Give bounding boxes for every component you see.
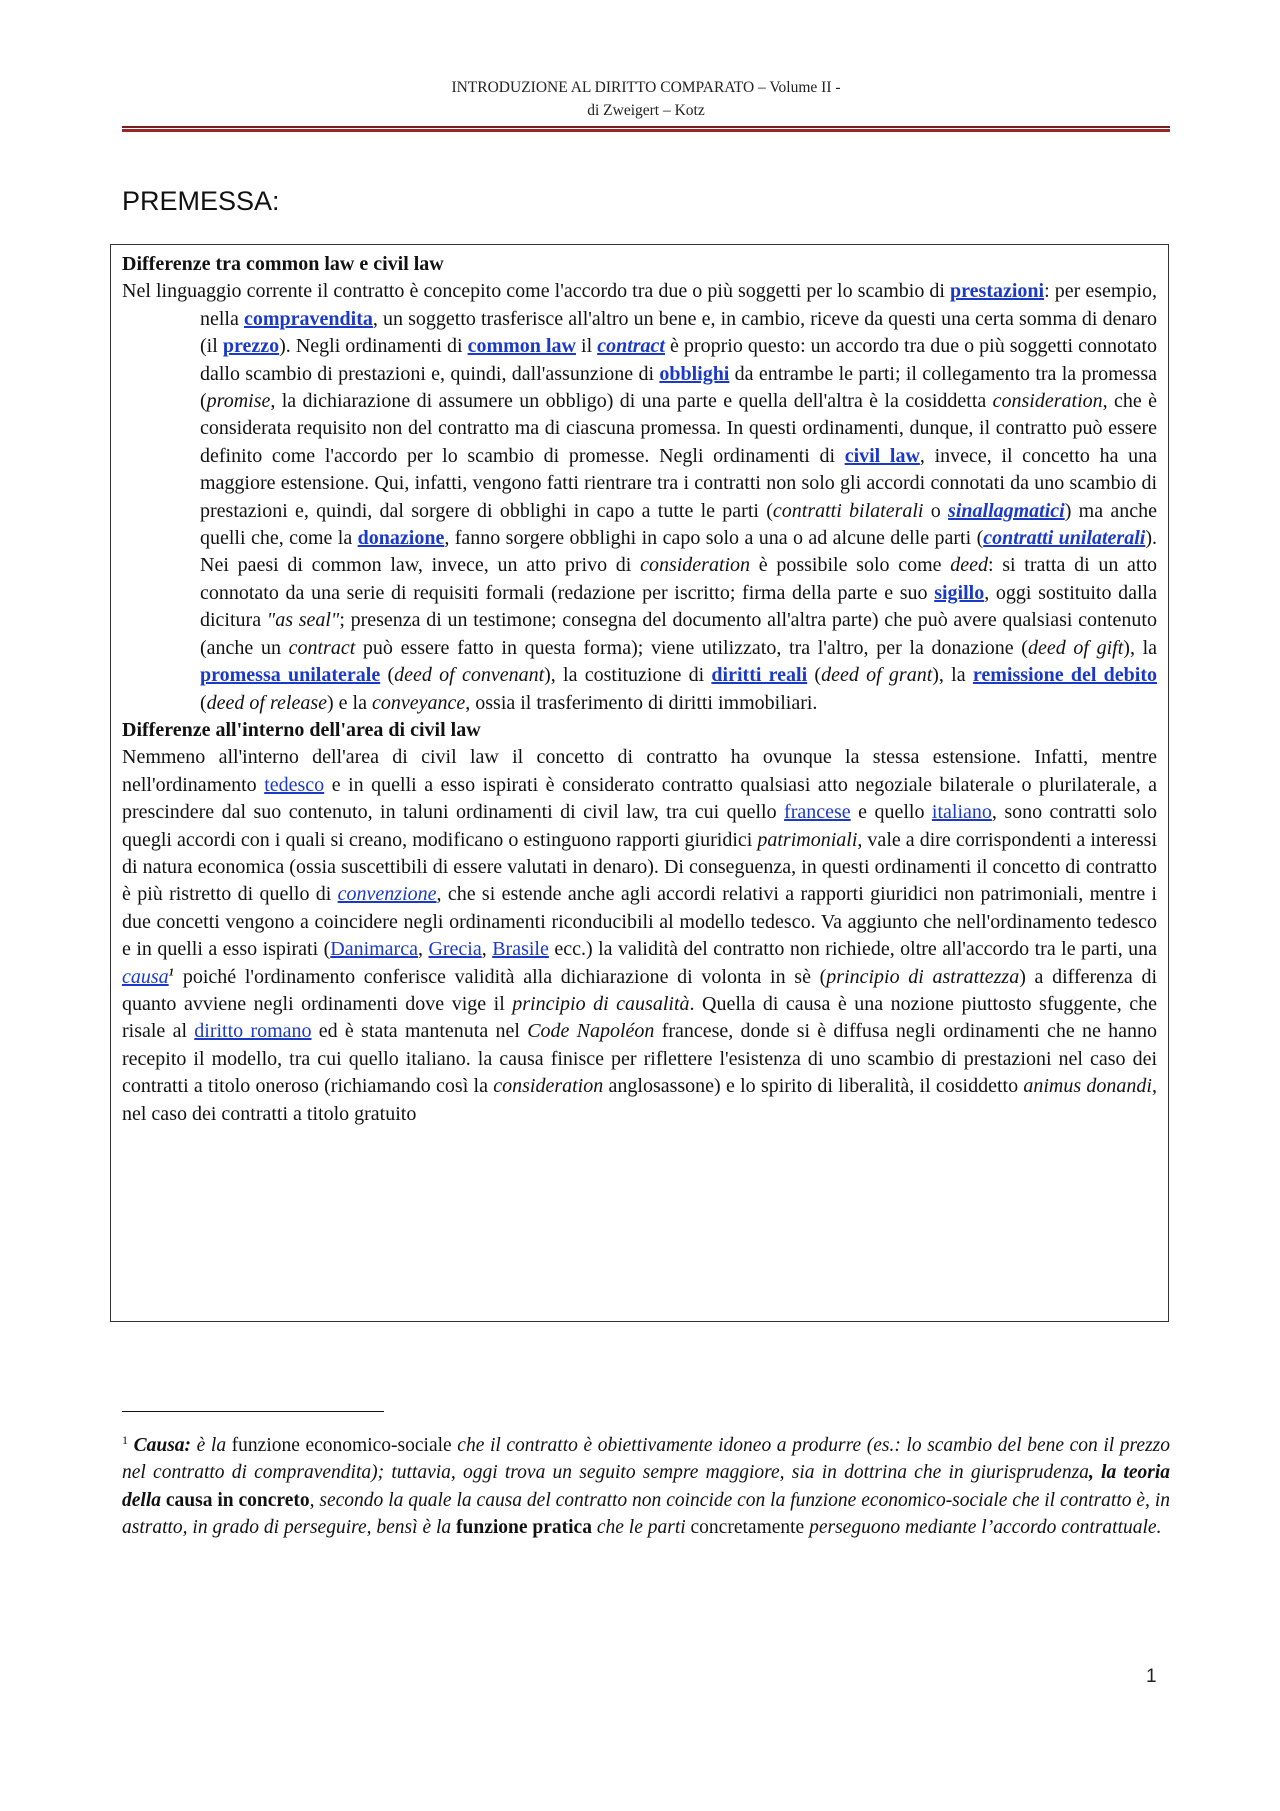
- link-sigillo[interactable]: sigillo: [934, 581, 985, 604]
- link-obblighi[interactable]: obblighi: [659, 362, 730, 385]
- footnote: $^1$ Causa: è la funzione economico-sociale che il contratto è obiettivamente idoneo a produrre (es.: lo scambio del bene con il prezzo nel contratto di compravendita); tuttavia, oggi trova un seguito sempre maggiore, sia in dottrina che in giurisprudenza, la teoria della causa in concreto, secondo la quale la causa del contratto non coincide con la funzione economico-sociale che il contratto è, in astratto, in grado di perseguire, bensì è la funzione pratica che le parti concretamente perseguono mediante l’accordo contrattuale.: [122, 1433, 1171, 1538]
- link-promessa-unilaterale[interactable]: promessa unilaterale: [200, 664, 381, 687]
- header-authors: di Zweigert – Kotz: [587, 102, 705, 119]
- link-francese[interactable]: francese: [784, 801, 851, 824]
- link-causa[interactable]: causa: [122, 965, 169, 988]
- link-contract[interactable]: contract: [597, 335, 665, 358]
- footnote-number: 1: [122, 1433, 128, 1447]
- link-sinallagmatici[interactable]: sinallagmatici: [948, 499, 1065, 522]
- link-compravendita[interactable]: compravendita: [243, 307, 373, 330]
- header-title: INTRODUZIONE AL DIRITTO COMPARATO – Volume II -: [451, 79, 841, 96]
- link-grecia[interactable]: Grecia: [428, 938, 482, 961]
- link-prestazioni[interactable]: prestazioni: [950, 280, 1045, 303]
- footnote-separator: [122, 1411, 384, 1412]
- section-title-common-civil: Differenze tra common law e civil law: [122, 253, 444, 275]
- link-donazione[interactable]: donazione: [357, 527, 445, 550]
- paragraph-common-civil: Nel linguaggio corrente il contratto è concepito come l'accordo tra due o più soggetti per lo scambio di prestazioni: per esempio, nella compravendita, un soggetto trasferisce all'altro un bene e, in cambio, riceve da questi una certa somma di denaro (il prezzo). Negli ordinamenti di common law il contract è proprio questo: un accordo tra due o più soggetti connotato dallo scambio di prestazioni e, quindi, dall'assunzione di obblighi da entrambe le parti; il collegamento tra la promessa (promise, la dichiarazione di assumere un obbligo) di una parte e quella dell'altra è la cosiddetta consideration, che è considerata requisito non del contratto ma di ciascuna promessa. In questi ordinamenti, dunque, il contratto può essere definito come l'accordo per lo scambio di promesse. Negli ordinamenti di civil law, invece, il concetto ha una maggiore estensione. Qui, infatti, vengono fatti rientrare tra i contratti non solo gli accordi connotati da uno scambio di prestazioni e, quindi, dal sorgere di obblighi in capo a tutte le parti (contratti bilaterali o sinallagmatici) ma anche quelli che, come la donazione, fanno sorgere obblighi in capo solo a una o ad alcune delle parti (contratti unilaterali). Nei paesi di common law, invece, un atto privo di consideration è possibile solo come deed: si tratta di un atto connotato da una serie di requisiti formali (redazione per iscritto; firma della parte e suo sigillo, oggi sostituito dalla dicitura "as seal"; presenza di un testimone; consegna del documento all'altra parte) che può avere qualsiasi contenuto (anche un contract può essere fatto in questa forma); viene utilizzato, tra l'altro, per la donazione (deed of gift), la promessa unilaterale (deed of convenant), la costituzione di diritti reali (deed of grant), la remissione del debito (deed of release) e la conveyance, ossia il trasferimento di diritti immobiliari.: [122, 280, 1158, 714]
- page-number: 1: [1146, 1666, 1157, 1687]
- footnote-ref[interactable]: 1: [168, 965, 175, 978]
- link-diritto-romano[interactable]: diritto romano: [194, 1020, 312, 1043]
- section-title-civil-law-area: Differenze all'interno dell'area di civil law: [122, 718, 481, 741]
- link-common-law[interactable]: common law: [467, 335, 576, 358]
- paragraph-civil-law-area: Nemmeno all'interno dell'area di civil law il concetto di contratto ha ovunque la stessa estensione. Infatti, mentre nell'ordinamento tedesco e in quelli a esso ispirati è considerato contratto qualsiasi atto negoziale bilaterale o plurilaterale, a prescindere dal suo contenuto, in taluni ordinamenti di civil law, tra cui quello francese e quello italiano, sono contratti solo quegli accordi con i quali si creano, modificano o estinguono rapporti giuridici patrimoniali, vale a dire corrispondenti a interessi di natura economica (ossia suscettibili di essere valutati in denaro). Di conseguenza, in questi ordinamenti il concetto di contratto è più ristretto di quello di convenzione, che si estende anche agli accordi relativi a rapporti giuridici non patrimoniali, mentre i due concetti vengono a coincidere negli ordinamenti riconducibili al modello tedesco. Va aggiunto che nell'ordinamento tedesco e in quelli a esso ispirati (Danimarca, Grecia, Brasile ecc.) la validità del contratto non richiede, oltre all'accordo tra le parti, una causa$^1$ poiché l'ordinamento conferisce validità alla dichiarazione di volonta in sè (principio di astrattezza) a differenza di quanto avviene negli ordinamenti dove vige il principio di causalità. Quella di causa è una nozione piuttosto sfuggente, che risale al diritto romano ed è stata mantenuta nel Code Napoléon francese, donde si è diffusa negli ordinamenti che ne hanno recepito il modello, tra cui quello italiano. la causa finisce per riflettere l'esistenza di uno scambio di prestazioni nel caso dei contratti a titolo oneroso (richiamando così la consideration anglosassone) e lo spirito di liberalità, il cosiddetto animus donandi, nel caso dei contratti a titolo gratuito: [122, 746, 1158, 1125]
- link-civil-law[interactable]: civil law: [844, 444, 920, 467]
- page-heading: PREMESSA:: [122, 186, 280, 216]
- header-rule: [122, 126, 1170, 132]
- link-remissione-del-debito[interactable]: remissione del debito: [972, 664, 1157, 687]
- link-contratti-unilaterali[interactable]: contratti unilaterali: [983, 527, 1146, 550]
- content-box: [110, 244, 1169, 1322]
- link-tedesco[interactable]: tedesco: [264, 773, 325, 796]
- link-italiano[interactable]: italiano: [931, 801, 992, 824]
- link-danimarca[interactable]: Danimarca: [330, 938, 418, 961]
- running-header: [122, 76, 1170, 122]
- link-prezzo[interactable]: prezzo: [222, 335, 280, 358]
- link-convenzione[interactable]: convenzione: [337, 883, 437, 906]
- link-diritti-reali[interactable]: diritti reali: [711, 664, 808, 687]
- link-brasile[interactable]: Brasile: [492, 938, 549, 961]
